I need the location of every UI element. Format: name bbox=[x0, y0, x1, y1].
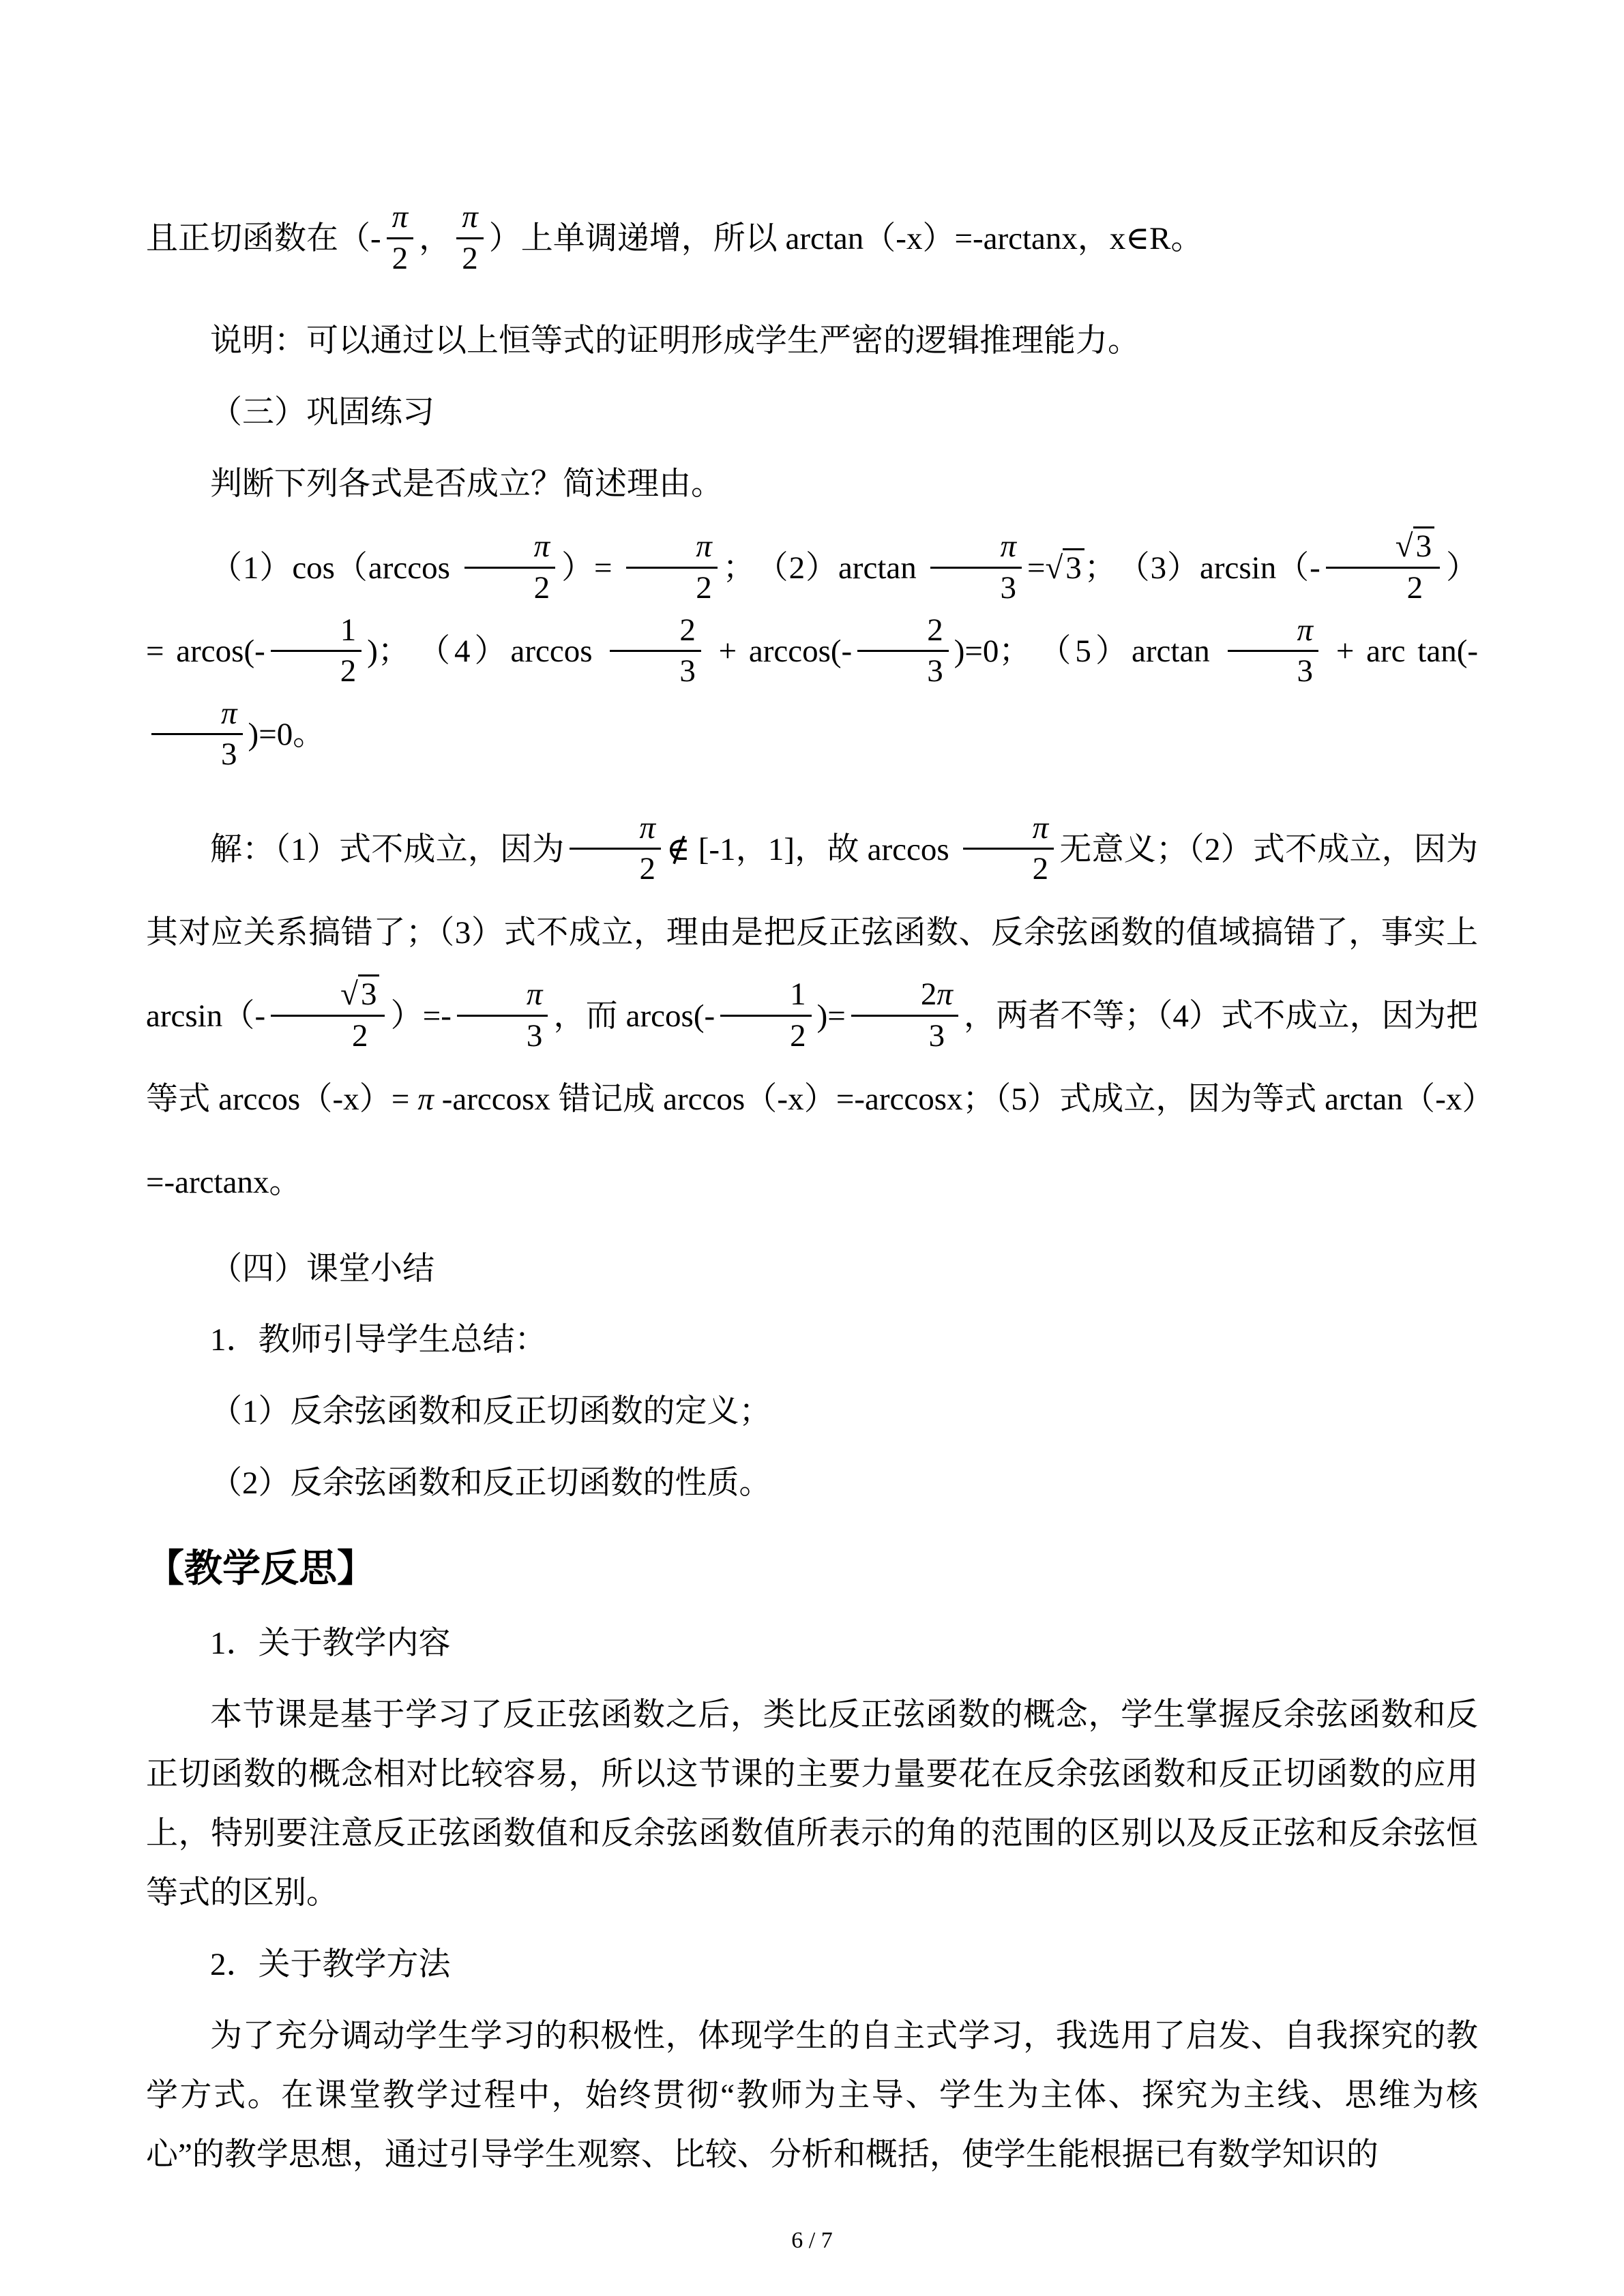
fraction-numerator: 1 bbox=[720, 978, 812, 1016]
fraction-numerator bbox=[930, 530, 1022, 568]
fraction-denominator: 3 bbox=[1297, 653, 1314, 689]
fraction bbox=[151, 697, 243, 772]
fraction-denominator: 3 bbox=[526, 1017, 543, 1054]
pi-symbol: π bbox=[639, 809, 655, 846]
para-exercise-items: （1）cos（arccos $\frac{\pi}{2}$ ）= $\frac{\pi}{2}$ ； （2）arctan $\frac{\pi}{3}$ =√3； （3）arcsin（- $\frac{√3}{2}$ ）= arcos(- $\frac{1}{2}$ )； （4）arccos $\frac{2}{3}$ + arccos(- $\frac{2}{3}$ )=0； （5）arctan $\frac{\pi}{3}$ + arc tan(- $\frac{\pi}{3}$ )=0。 bbox=[146, 526, 1478, 777]
fraction-numerator bbox=[1228, 614, 1319, 652]
fraction-denominator: 2 bbox=[533, 569, 550, 606]
sqrt-radicand: 3 bbox=[1063, 548, 1084, 586]
fraction-denominator: 2 bbox=[696, 569, 712, 606]
fraction bbox=[963, 811, 1054, 886]
fraction bbox=[626, 530, 718, 605]
fraction-numerator bbox=[387, 200, 414, 239]
page-number: 6 / 7 bbox=[791, 2228, 833, 2253]
pi-symbol: π bbox=[1032, 809, 1049, 846]
fraction-numerator bbox=[464, 530, 556, 568]
fraction-denominator: 3 bbox=[928, 1017, 945, 1054]
pi-symbol: π bbox=[417, 1082, 434, 1118]
para-summary-item-2: （2）反余弦函数和反正切函数的性质。 bbox=[210, 1465, 771, 1502]
para-section-3-heading: （三）巩固练习 bbox=[210, 395, 434, 431]
fraction bbox=[457, 978, 548, 1053]
fraction bbox=[930, 530, 1022, 605]
sqrt-expression: √3 bbox=[340, 974, 379, 1012]
fraction-numerator bbox=[626, 530, 718, 568]
pi-symbol: π bbox=[1297, 612, 1314, 648]
fraction-numerator bbox=[457, 978, 548, 1016]
para-section-4-heading: （四）课堂小结 bbox=[210, 1251, 434, 1287]
fraction-denominator: 3 bbox=[679, 653, 696, 689]
fraction-denominator: 3 bbox=[221, 736, 237, 773]
fraction-numerator: 2π bbox=[851, 978, 958, 1016]
fraction-denominator: 2 bbox=[639, 851, 655, 887]
fraction-denominator: 3 bbox=[927, 653, 943, 689]
fraction bbox=[464, 530, 556, 605]
para-reflection-1-body: 本节课是基于学习了反正弦函数之后，类比反正弦函数的概念，学生掌握反余弦函数和反正切函数的概念相对比较容易，所以这节课的主要力量要花在反余弦函数和反正切函数的应用上，特别要注意反正弦函数值和反余弦函数值所表示的角的范围的区别以及反正弦和反余弦恒等式的区别。 bbox=[146, 1697, 1478, 1911]
fraction-numerator: 2 bbox=[857, 614, 949, 652]
sqrt-radicand: 3 bbox=[358, 974, 380, 1012]
fraction-denominator: 2 bbox=[352, 1017, 368, 1054]
para-arctan-identity-conclusion: 且正切函数在（- $\frac{\pi}{2}$ ， $\frac{\pi}{2}$ ）上单调递增，所以 arctan（-x）=-arctanx，x∈R。 bbox=[146, 199, 1203, 276]
fraction bbox=[720, 978, 812, 1053]
document-body bbox=[146, 194, 1478, 2197]
fraction-denominator: 2 bbox=[1406, 569, 1423, 606]
fraction-denominator: 2 bbox=[1032, 851, 1049, 887]
para-reflection-2-body: 为了充分调动学生学习的积极性，体现学生的自主式学习，我选用了启发、自我探究的教学方式。在课堂教学过程中，始终贯彻“教师为主导、学生为主体、探究为主线、思维为核心”的教学思想，通过引导学生观察、比较、分析和概括，使学生能根据已有数学知识的 bbox=[146, 2018, 1478, 2173]
fraction-numerator bbox=[271, 978, 385, 1016]
pi-symbol: π bbox=[1000, 528, 1016, 565]
sqrt-expression: √3 bbox=[1046, 548, 1084, 586]
fraction bbox=[857, 614, 949, 689]
fraction-denominator: 2 bbox=[790, 1017, 806, 1054]
pi-symbol: π bbox=[221, 695, 237, 731]
para-summary-lead: 1．教师引导学生总结： bbox=[210, 1322, 547, 1358]
fraction-denominator: 2 bbox=[462, 240, 478, 276]
fraction bbox=[271, 614, 362, 689]
fraction-numerator bbox=[1326, 530, 1440, 568]
fraction-denominator: 3 bbox=[1000, 569, 1016, 606]
fraction bbox=[271, 978, 385, 1053]
para-note: 说明：可以通过以上恒等式的证明形成学生严密的逻辑推理能力。 bbox=[210, 323, 1140, 359]
fraction bbox=[610, 614, 701, 689]
pi-symbol: π bbox=[392, 199, 409, 235]
fraction-numerator bbox=[570, 811, 661, 850]
para-reflection-1-title: 1．关于教学内容 bbox=[210, 1626, 451, 1662]
para-exercise-prompt: 判断下列各式是否成立？简述理由。 bbox=[210, 466, 723, 503]
fraction-denominator: 2 bbox=[392, 240, 409, 276]
sqrt-expression: √3 bbox=[1396, 526, 1434, 564]
pi-symbol: π bbox=[526, 976, 543, 1013]
fraction bbox=[570, 811, 661, 886]
pi-symbol: π bbox=[696, 528, 712, 565]
fraction-numerator bbox=[963, 811, 1054, 850]
fraction-denominator: 2 bbox=[340, 653, 357, 689]
fraction-numerator: 2 bbox=[610, 614, 701, 652]
para-reflection-heading: 【教学反思】 bbox=[146, 1548, 375, 1591]
fraction bbox=[1228, 614, 1319, 689]
fraction-numerator bbox=[151, 697, 243, 735]
fraction bbox=[851, 978, 958, 1053]
para-reflection-2-title: 2．关于教学方法 bbox=[210, 1946, 451, 1982]
fraction bbox=[387, 200, 414, 275]
sqrt-radicand: 3 bbox=[1413, 526, 1435, 564]
pi-symbol: π bbox=[462, 199, 478, 235]
fraction bbox=[1326, 530, 1440, 605]
para-solution: 解：（1）式不成立，因为 $\frac{\pi}{2}$ ∉ [-1，1]，故 arccos $\frac{\pi}{2}$ 无意义；（2）式不成立，因为其对应关系搞错了；（3）式不成立，理由是把反正弦函数、反余弦函数的值域搞错了，事实上 arcsin（- $\frac{√3}{2}$ ）=- $\frac{\pi}{3}$ ，而 arcos(- $\frac{1}{2}$ )= $\frac{2\pi}{3}$ ，两者不等；（4）式不成立，因为把等式 arccos（-x）= π -arccosx 错记成 arccos（-x）=-arccosx；（5）式成立，因为等式 arctan（-x）=-arctanx。 bbox=[146, 809, 1479, 1201]
fraction-numerator: 1 bbox=[271, 614, 362, 652]
para-summary-item-1: （1）反余弦函数和反正切函数的定义； bbox=[210, 1394, 771, 1430]
fraction bbox=[456, 200, 484, 275]
pi-symbol: π bbox=[533, 528, 550, 565]
pi-symbol: π bbox=[936, 976, 953, 1013]
fraction-numerator bbox=[456, 200, 484, 239]
